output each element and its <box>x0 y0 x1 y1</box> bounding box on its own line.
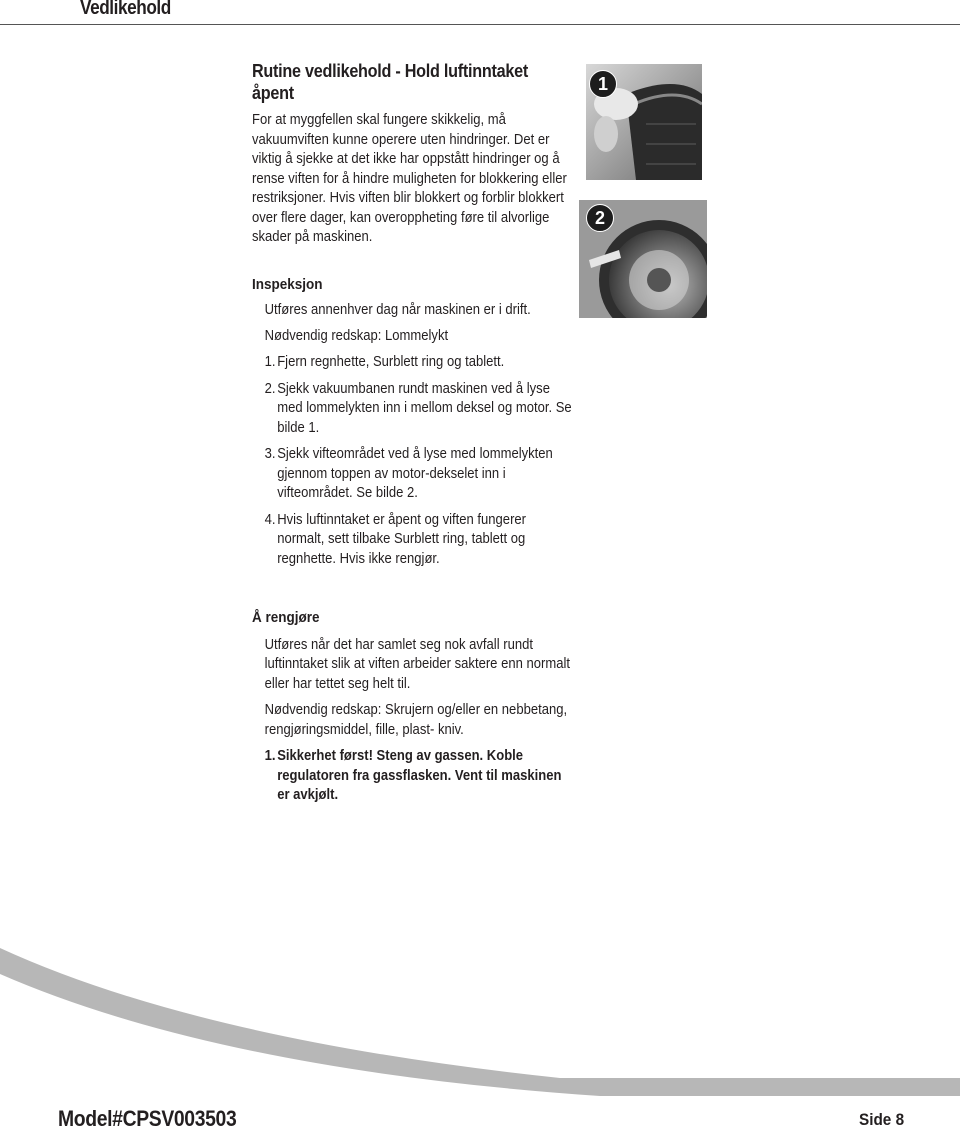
list-item <box>265 747 572 806</box>
cleaning-condition: Utføres når det har samlet seg nok avfall rundt luftinntaket slik at viften arbeider saktere enn normalt eller har tettet seg helt til. <box>264 636 570 692</box>
step-number: 1. <box>264 354 276 370</box>
step-number: 4. <box>264 511 276 528</box>
figure-1-badge: 1 <box>589 70 617 98</box>
step-text: Fjern regnhette, Surblett ring og tablett. <box>277 354 505 370</box>
list-item <box>265 511 572 570</box>
step-number: 3. <box>264 446 276 462</box>
step-number: 2. <box>264 380 276 397</box>
inspection-steps <box>252 353 572 569</box>
cleaning-section <box>252 608 572 813</box>
step-text: Hvis luftinntaket er åpent og viften fungerer normalt, sett tilbake Surblett ring, tablett og regnhette. Hvis ikke rengjør. <box>277 511 527 567</box>
cleaning-heading: Å rengjøre <box>252 609 320 626</box>
section-title: Vedlikehold <box>80 0 171 19</box>
cleaning-tools: Nødvendig redskap: Skrujern og/eller en nebbetang, rengjøringsmiddel, fille, plast- kniv. <box>264 702 568 738</box>
inspection-frequency: Utføres annenhver dag når maskinen er i drift. <box>264 302 531 318</box>
list-item <box>265 445 572 504</box>
list-item <box>265 380 572 439</box>
inspection-heading: Inspeksjon <box>252 275 323 293</box>
inspection-tools: Nødvendig redskap: Lommelykt <box>264 327 449 344</box>
list-item <box>265 353 572 373</box>
step-text: Sjekk vifteområdet ved å lyse med lommelykten gjennom toppen av motor-dekselet inn i vifteområdet. Se bilde 2. <box>277 446 553 501</box>
page-heading: Rutine vedlikehold - Hold luftinntaket åpent <box>252 61 528 103</box>
footer-swoosh-decoration <box>0 900 960 1133</box>
intro-paragraph: For at myggfellen skal fungere skikkelig, må vakuumviften kunne operere uten hindringer. Det er viktig å sjekke at det ikke har oppstått hindringer og å rense viften for å hindre muligheten for blokkering eller restriksjoner. Hvis viften blir blokkert og forblir blokkert over flere dager, kan overoppheting føre til alvorlige skader på maskinen. <box>252 112 567 245</box>
step-text: Sjekk vakuumbanen rundt maskinen ved å lyse med lommelykten inn i mellom deksel og motor. Se bilde 1. <box>277 380 572 436</box>
step-text: Sikkerhet først! Steng av gassen. Koble regulatoren fra gassflasken. Vent til maskinen er avkjølt. <box>277 748 562 803</box>
main-column <box>252 60 572 576</box>
page-number: Side 8 <box>858 1110 904 1129</box>
step-number: 1. <box>264 748 276 764</box>
figure-2-badge: 2 <box>586 204 614 232</box>
cleaning-steps <box>252 747 572 806</box>
model-number: Model#CPSV003503 <box>58 1106 237 1131</box>
header-bar <box>0 0 960 25</box>
